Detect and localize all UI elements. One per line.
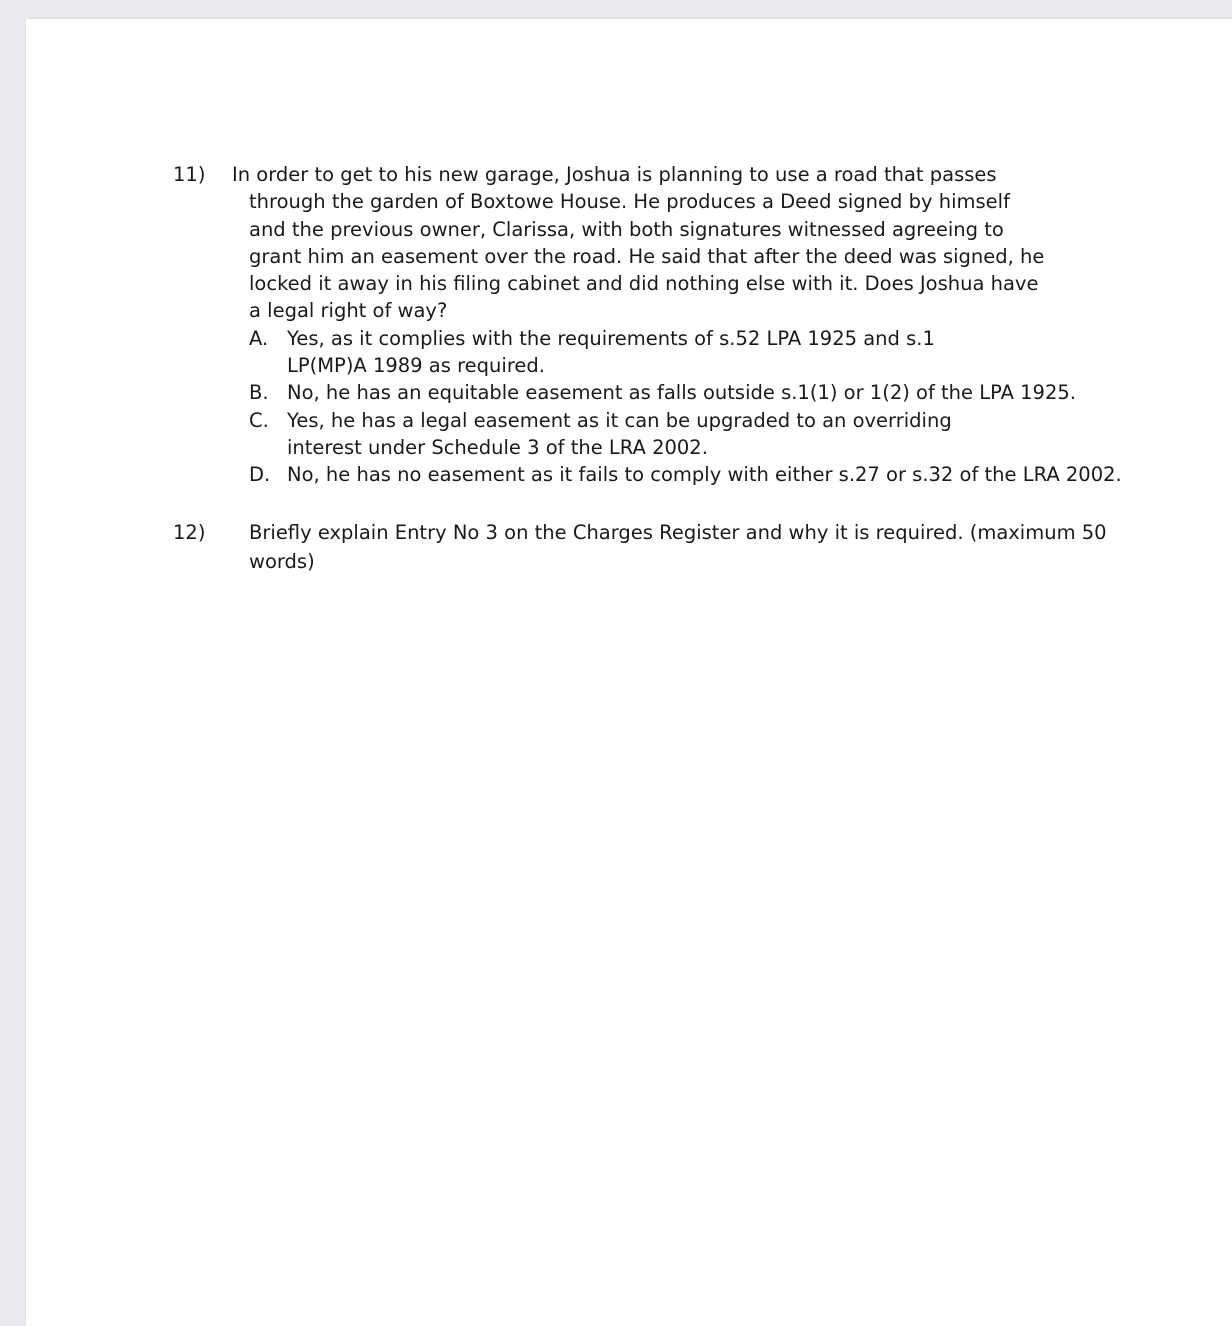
option-letter: D. [249, 463, 271, 487]
option-text-line: Yes, he has a legal easement as it can be upgraded to an overriding [287, 408, 952, 432]
option-text-line: Yes, as it complies with the requirements of s.52 LPA 1925 and s.1 [287, 326, 935, 350]
question-text-line: a legal right of way? [249, 299, 448, 323]
question-text-line: In order to get to his new garage, Joshua is planning to use a road that passes [232, 163, 997, 186]
option-text-line: No, he has an equitable easement as falls outside s.1(1) or 1(2) of the LPA 1925. [287, 381, 1076, 405]
option-letter: B. [249, 381, 269, 405]
question-text-line: words) [249, 550, 315, 573]
option-letter: A. [249, 326, 269, 350]
question-text-line: grant him an easement over the road. He said that after the deed was signed, he [249, 244, 1045, 268]
question-text-line: through the garden of Boxtowe House. He produces a Deed signed by himself [249, 190, 1010, 214]
question-body [249, 518, 1107, 576]
option-text-line: interest under Schedule 3 of the LRA 2002. [287, 435, 708, 459]
option-b [249, 379, 1122, 406]
question-text-line: and the previous owner, Clarissa, with both signatures witnessed agreeing to [249, 217, 1004, 241]
option-a [249, 325, 1122, 380]
option-text-line: No, he has no easement as it fails to comply with either s.27 or s.32 of the LRA 2002. [287, 463, 1122, 487]
option-text-line: LP(MP)A 1989 as required. [287, 354, 545, 378]
question-text-line: locked it away in his filing cabinet and did nothing else with it. Does Joshua have [249, 272, 1039, 296]
option-c [249, 407, 1122, 462]
question-number: 12) [173, 521, 206, 544]
answer-options [249, 325, 1122, 489]
option-d [249, 461, 1122, 488]
document-page [26, 19, 1232, 1326]
question-number: 11) [173, 163, 206, 186]
option-letter: C. [249, 408, 269, 432]
question-stem [249, 188, 1044, 324]
question-text-line: Briefly explain Entry No 3 on the Charges Register and why it is required. (maximum 50 [249, 521, 1107, 544]
